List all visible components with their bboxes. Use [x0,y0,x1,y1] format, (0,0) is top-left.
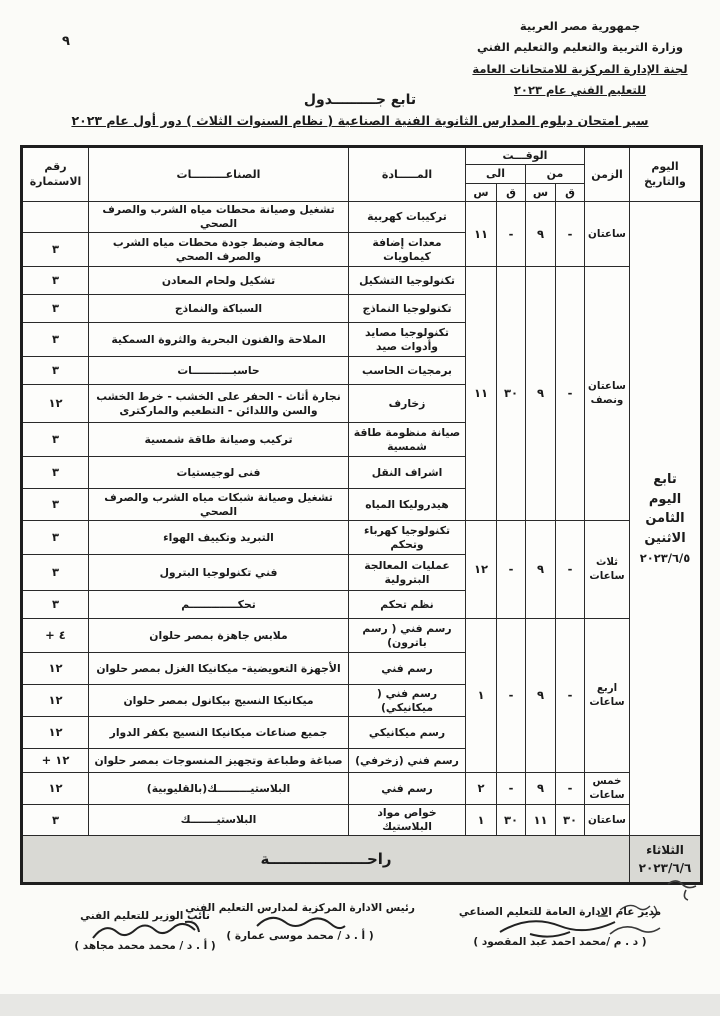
to-hour-cell: ١١ [466,202,497,267]
to-minute-cell: - [497,521,526,619]
duration-cell: ثلاث ساعات [585,521,630,619]
form-number-cell: ٣ [22,555,89,591]
table-row [22,773,702,805]
col-header-to-minute: ق [497,184,526,202]
from-minute-cell: - [556,267,585,521]
signature-name: ( أ . د / محمد موسى عمارة ) [226,930,374,942]
subject-cell: تكنولوجيا النماذج [349,295,466,323]
col-header-industries: الصناعـــــــــات [89,147,349,202]
from-hour-cell: ٩ [526,267,556,521]
duration-cell: ساعتان [585,805,630,836]
industry-cell: تشغيل وصيانة شبكات مياه الشرب والصرف الصحي [89,489,349,521]
table-row [22,805,702,836]
signature-title: رئيس الادارة المركزية لمدارس التعليم الفني [185,902,415,914]
industry-cell: تركيب وصيانة طاقة شمسية [89,423,349,457]
subject-cell: زخارف [349,385,466,423]
subject-cell: رسم ميكانيكي [349,717,466,749]
subject-cell: عمليات المعالجة البترولية [349,555,466,591]
form-number-cell: ٣ [22,489,89,521]
letterhead-line-ministry: وزارة التربية والتعليم والتعليم الفني [476,40,684,55]
to-minute-cell: ٣٠ [497,267,526,521]
exam-date: ٢٠٢٣/٦/٥ [639,551,691,566]
to-hour-cell: ١ [466,619,497,773]
duration-cell: اربع ساعات [585,619,630,773]
from-minute-cell: - [556,619,585,773]
subject-cell: اشراف النقل [349,457,466,489]
from-hour-cell: ٩ [526,773,556,805]
industry-cell: تشغيل وصيانة محطات مياه الشرب والصرف الصحي [89,202,349,233]
from-minute-cell: ٣٠ [556,805,585,836]
subject-cell: تكنولوجيا مصايد وأدوات صيد [349,323,466,357]
industry-cell: البلاستيـــــــك [89,805,349,836]
from-hour-cell: ٩ [526,202,556,267]
form-number-cell: ٣ [22,233,89,267]
letterhead-line-country: جمهورية مصر العربية [519,19,641,33]
from-hour-cell: ١١ [526,805,556,836]
schedule-title-block [0,92,720,128]
subject-cell: رسم فني [349,653,466,685]
signature-title: نائب الوزير للتعليم الفني [80,910,210,922]
table-row [22,521,702,555]
col-header-day-date: اليوم والتاريخ [630,147,702,202]
signature-block-deputy-minister [30,910,260,952]
signature-title: مدير عام الادارة العامة للتعليم الصناعي [458,906,662,918]
rest-label-cell: راحـــــــــــــــــــة [22,836,630,884]
scan-edge-shadow [0,994,720,1016]
subject-cell: معدات إضافة كيماويات [349,233,466,267]
to-hour-cell: ٢ [466,773,497,805]
industry-cell: جميع صناعات ميكانيكا النسيج بكفر الدوار [89,717,349,749]
subject-cell: رسم فني ( رسم باترون) [349,619,466,653]
rest-day-name: الثلاثاء [646,843,684,858]
col-header-from: من [526,165,585,184]
to-minute-cell: - [497,202,526,267]
industry-cell: البلاستيـــــــــك(بالقليوبية) [89,773,349,805]
from-hour-cell: ٩ [526,521,556,619]
to-minute-cell: ٣٠ [497,805,526,836]
letterhead-line-year: للتعليم الفني عام ٢٠٢٣ [513,82,647,97]
day-date-cell [630,202,702,836]
header-row-1 [22,147,702,165]
from-minute-cell: - [556,202,585,267]
form-number-cell: ١٢ [22,685,89,717]
industry-cell: السباكة والنماذج [89,295,349,323]
from-hour-cell: ٩ [526,619,556,773]
exam-schedule-table [20,145,703,885]
letterhead-line-committee: لجنة الإدارة المركزية للامتحانات العامة [472,61,688,76]
rest-day-date: ٢٠٢٣/٦/٦ [638,861,692,876]
industry-cell: ميكانيكا النسيج بيكانول بمصر حلوان [89,685,349,717]
col-header-from-hour: س [526,184,556,202]
form-number-cell: ٣ [22,457,89,489]
form-number-cell: ٣ [22,521,89,555]
industry-cell: فنى لوجيستيات [89,457,349,489]
col-header-to-hour: س [466,184,497,202]
page-number: ٩ [62,34,70,49]
industry-cell: تشكيل ولحام المعادن [89,267,349,295]
signature-block-general-director [420,906,700,948]
col-header-form-number: رقم الاستمارة [22,147,89,202]
schedule-title-main: سير امتحان دبلوم المدارس الثانوية الفنية الصناعية ( نظام السنوات الثلاث ) دور أول عام ٢٠٢٣ [71,113,649,128]
day-line: الاثنين [644,531,686,547]
industry-cell: ملابس جاهزة بمصر حلوان [89,619,349,653]
subject-cell: رسم فني ( ميكانيكي) [349,685,466,717]
subject-cell: برمجيات الحاسب [349,357,466,385]
to-hour-cell: ١٢ [466,521,497,619]
duration-cell: خمس ساعات [585,773,630,805]
to-minute-cell: - [497,619,526,773]
form-number-cell: ٣ [22,805,89,836]
duration-cell: ساعتان [585,202,630,267]
signature-name: ( أ . د / محمد محمد مجاهد ) [74,940,216,952]
subject-cell: تركيبات كهربية [349,202,466,233]
industry-cell: نجارة أثاث - الحفر على الخشب - خرط الخشب والسن واللدائن - التطعيم والماركترى [89,385,349,423]
form-number-cell: ١٢ [22,385,89,423]
form-number-cell: ١٢ [22,773,89,805]
industry-cell: حاسبـــــــــــات [89,357,349,385]
day-line: الثامن [645,511,685,527]
industry-cell: فني تكنولوجيا البترول [89,555,349,591]
form-number-cell: + ١٢ [22,749,89,773]
col-header-from-minute: ق [556,184,585,202]
to-minute-cell: - [497,773,526,805]
form-number-cell: ٣ [22,267,89,295]
industry-cell: صباغة وطباعة وتجهيز المنسوجات بمصر حلوان [89,749,349,773]
day-line: اليوم [648,491,682,507]
signature-name: ( د . م /محمد احمد عبد المقصود ) [473,936,647,948]
col-header-subject: المـــــادة [349,147,466,202]
subject-cell: صيانة منظومة طاقة شمسية [349,423,466,457]
industry-cell: معالجة وضبط جودة محطات مياه الشرب والصرف الصحي [89,233,349,267]
day-line: تابع [653,471,677,487]
form-number-cell: + ٤ [22,619,89,653]
form-number-cell: ١٢ [22,653,89,685]
form-number-cell: ٣ [22,591,89,619]
form-number-cell: ١٢ [22,717,89,749]
schedule-title-continuation: تابع جـــــــــدول [303,92,417,108]
subject-cell: هيدروليكا المياه [349,489,466,521]
table-row [22,267,702,295]
to-hour-cell: ١١ [466,267,497,521]
col-header-time: الوقـــت [466,147,585,165]
form-number-cell: ٣ [22,323,89,357]
form-number-cell: ٣ [22,357,89,385]
subject-cell: نظم تحكم [349,591,466,619]
to-hour-cell: ١ [466,805,497,836]
subject-cell: رسم فني (زخرفي) [349,749,466,773]
col-header-to: الى [466,165,526,184]
industry-cell: التبريد وتكييف الهواء [89,521,349,555]
subject-cell: خواص مواد البلاستيك [349,805,466,836]
subject-cell: تكنولوجيا كهرباء وتحكم [349,521,466,555]
subject-cell: تكنولوجيا التشكيل [349,267,466,295]
industry-cell: الأجهزة التعويضية- ميكانيكا الغزل بمصر حلوان [89,653,349,685]
form-number-cell: ٣ [22,295,89,323]
from-minute-cell: - [556,521,585,619]
industry-cell: الملاحة والفنون البحرية والثروة السمكية [89,323,349,357]
ministry-letterhead [440,16,720,101]
from-minute-cell: - [556,773,585,805]
form-number-cell: ٣ [22,423,89,457]
table-row [22,619,702,653]
industry-cell: تحكـــــــــــــم [89,591,349,619]
duration-cell: ساعتان ونصف [585,267,630,521]
col-header-duration: الزمن [585,147,630,202]
form-number-cell [22,202,89,233]
subject-cell: رسم فني [349,773,466,805]
table-row [22,202,702,233]
